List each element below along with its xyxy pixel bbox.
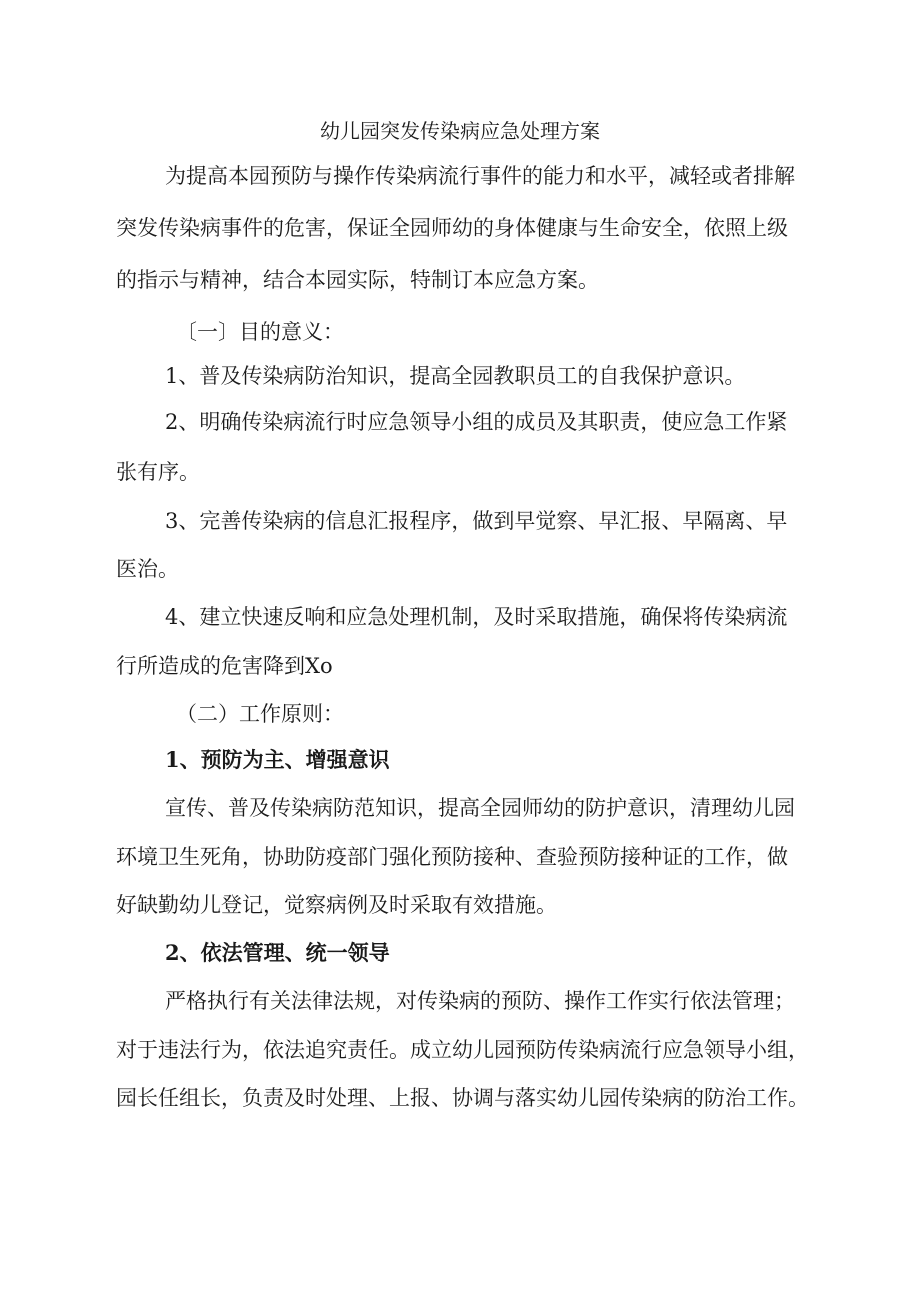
document-title: 幼儿园突发传染病应急处理方案 [320,119,600,143]
principle2-line-3: 园长任组长，负责及时处理、上报、协调与落实幼儿园传染病的防治工作。 [116,1086,809,1110]
principle2-line-1: 严格执行有关法律法规，对传染病的预防、操作工作实行依法管理； [165,989,795,1013]
section1-item4-line-1: 4、建立快速反响和应急处理机制，及时采取措施，确保将传染病流 [165,605,788,629]
principle1-heading: 1、预防为主、增强意识 [165,747,390,772]
section1-item3-line-2: 医治。 [116,557,179,581]
principle2-line-2: 对于违法行为，依法追究责任。成立幼儿园预防传染病流行应急领导小组， [116,1038,809,1062]
section1-item2-line-1: 2、明确传染病流行时应急领导小组的成员及其职责，使应急工作紧 [165,410,788,434]
section1-item1-line-1: 1、普及传染病防治知识，提高全园教职员工的自我保护意识。 [165,364,746,388]
section1-item4-line-2: 行所造成的危害降到Xo [116,654,333,678]
intro-line-3: 的指示与精神，结合本园实际，特制订本应急方案。 [116,268,599,292]
principle2-heading: 2、依法管理、统一领导 [165,940,390,965]
principle1-line-3: 好缺勤幼儿登记，觉察病例及时采取有效措施。 [116,893,557,917]
intro-line-2: 突发传染病事件的危害，保证全园师幼的身体健康与生命安全，依照上级 [116,216,788,240]
section1-item2-line-2: 张有序。 [116,460,200,484]
section2-heading: （二）工作原则： [176,702,344,726]
section1-item3-line-1: 3、完善传染病的信息汇报程序，做到早觉察、早汇报、早隔离、早 [165,509,788,533]
principle1-line-2: 环境卫生死角，协助防疫部门强化预防接种、查验预防接种证的工作，做 [116,845,788,869]
intro-line-1: 为提高本园预防与操作传染病流行事件的能力和水平，减轻或者排解 [165,164,795,188]
principle1-line-1: 宣传、普及传染病防范知识，提高全园师幼的防护意识，清理幼儿园 [165,796,795,820]
section1-heading: 〔一〕目的意义： [176,320,344,344]
